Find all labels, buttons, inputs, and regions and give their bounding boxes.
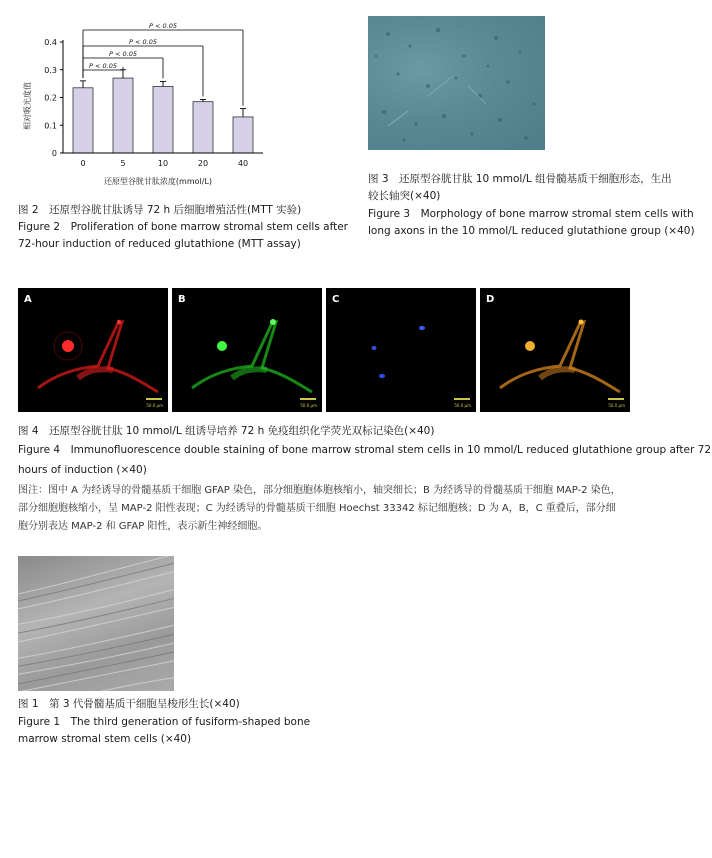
y-tick-label: 0.3 (44, 65, 57, 75)
scale-bar (454, 398, 470, 400)
fig4-note-3: 胞分别表达 MAP-2 和 GFAP 阳性，表示新生神经细胞。 (18, 521, 268, 532)
bar (233, 117, 253, 153)
x-tick-label: 5 (120, 159, 126, 168)
scale-bar-label: 50.0 μm (300, 403, 317, 408)
scale-bar (146, 398, 162, 400)
fig3-caption-en-2: long axons in the 10 mmol/L reduced glutathione group (×40) (368, 225, 695, 237)
fig4-b-cell (172, 288, 322, 412)
x-tick-label: 10 (157, 159, 169, 168)
significance-label: P < 0.05 (109, 50, 137, 58)
scale-bar-label: 50.0 μm (454, 403, 471, 408)
scale-bar (300, 398, 316, 400)
fig1-caption-cn: 图 1 第 3 代骨髓基质干细胞呈梭形生长(×40) (18, 698, 240, 710)
x-tick-label: 20 (197, 159, 209, 168)
panel-letter: C (332, 294, 340, 305)
fig2-caption-en-2: 72-hour induction of reduced glutathione (MTT assay) (18, 238, 301, 250)
significance-label: P < 0.05 (129, 38, 157, 46)
fig1-micrograph (18, 556, 174, 691)
x-tick-label: 0 (80, 159, 86, 168)
fig4-note-1: 图注：图中 A 为经诱导的骨髓基质干细胞 GFAP 染色，部分细胞胞体胞核缩小，轴突细长；B 为经诱导的骨髓基质干细胞 MAP-2 染色， (18, 485, 621, 496)
fig1-caption-en-2: marrow stromal stem cells (×40) (18, 733, 192, 745)
y-tick-label: 0.4 (44, 38, 57, 47)
y-axis-label: 相对吸光度值 (23, 82, 32, 130)
fig4-caption-en-2: hours of induction (×40) (18, 464, 147, 476)
fig4-caption-en-1: Figure 4 Immunofluorescence double staining of bone marrow stromal stem cells in 10 mmol/L reduced glutathione group after 72 (18, 444, 712, 456)
scale-bar-label: 50.0 μm (608, 403, 625, 408)
x-axis-label: 还原型谷胱甘肽浓度(mmol/L) (103, 177, 213, 186)
fig3-caption-cn-1: 图 3 还原型谷胱甘肽 10 mmol/L 组骨髓基质干细胞形态，生出 (368, 173, 672, 185)
panel-letter: B (178, 294, 186, 305)
fig2-caption-cn: 图 2 还原型谷胱甘肽诱导 72 h 后细胞增殖活性(MTT 实验) (18, 204, 302, 216)
fig3-cell-texture (368, 16, 545, 150)
fig4-panel-c (326, 288, 476, 412)
y-tick-label: 0.2 (44, 93, 57, 103)
fig4-panel-a (18, 288, 168, 412)
fig4-panel-b (172, 288, 322, 412)
fig3-micrograph (368, 16, 545, 150)
fig4-caption-cn: 图 4 还原型谷胱甘肽 10 mmol/L 组诱导培养 72 h 免疫组织化学荧光双标记染色(×40) (18, 425, 435, 437)
bar (193, 102, 213, 153)
fig4-d-merged (480, 288, 630, 412)
scale-bar-label: 50.0 μm (146, 403, 163, 408)
fig2-caption-en-1: Figure 2 Proliferation of bone marrow stromal stem cells after (18, 221, 349, 233)
x-tick-label: 40 (237, 159, 249, 168)
panel-letter: A (24, 294, 32, 305)
y-tick-label: 0.1 (44, 121, 57, 131)
fig3-caption-en-1: Figure 3 Morphology of bone marrow stromal stem cells with (368, 208, 694, 220)
panel-letter: D (486, 294, 495, 305)
significance-label: P < 0.05 (89, 62, 117, 70)
y-tick-label: 0 (51, 149, 57, 158)
significance-label: P < 0.05 (149, 22, 177, 30)
bar (73, 88, 93, 153)
fig1-caption-en-1: Figure 1 The third generation of fusiform-shaped bone (18, 716, 311, 728)
fig3-caption-cn-2: 较长轴突(×40) (368, 190, 441, 202)
fig4-note-2: 部分细胞胞核缩小，呈 MAP-2 阳性表现；C 为经诱导的骨髓基质干细胞 Hoechst 33342 标记细胞核；D 为 A，B，C 重叠后，部分细 (18, 503, 616, 514)
fig4-a-cell (18, 288, 168, 412)
fig2-bar-chart (18, 18, 268, 190)
bar (153, 86, 173, 153)
bar (113, 78, 133, 153)
scale-bar (608, 398, 624, 400)
fig1-fiber-texture (18, 556, 174, 691)
fig4-panel-d (480, 288, 630, 412)
fig4-c-nuclei (326, 288, 476, 412)
